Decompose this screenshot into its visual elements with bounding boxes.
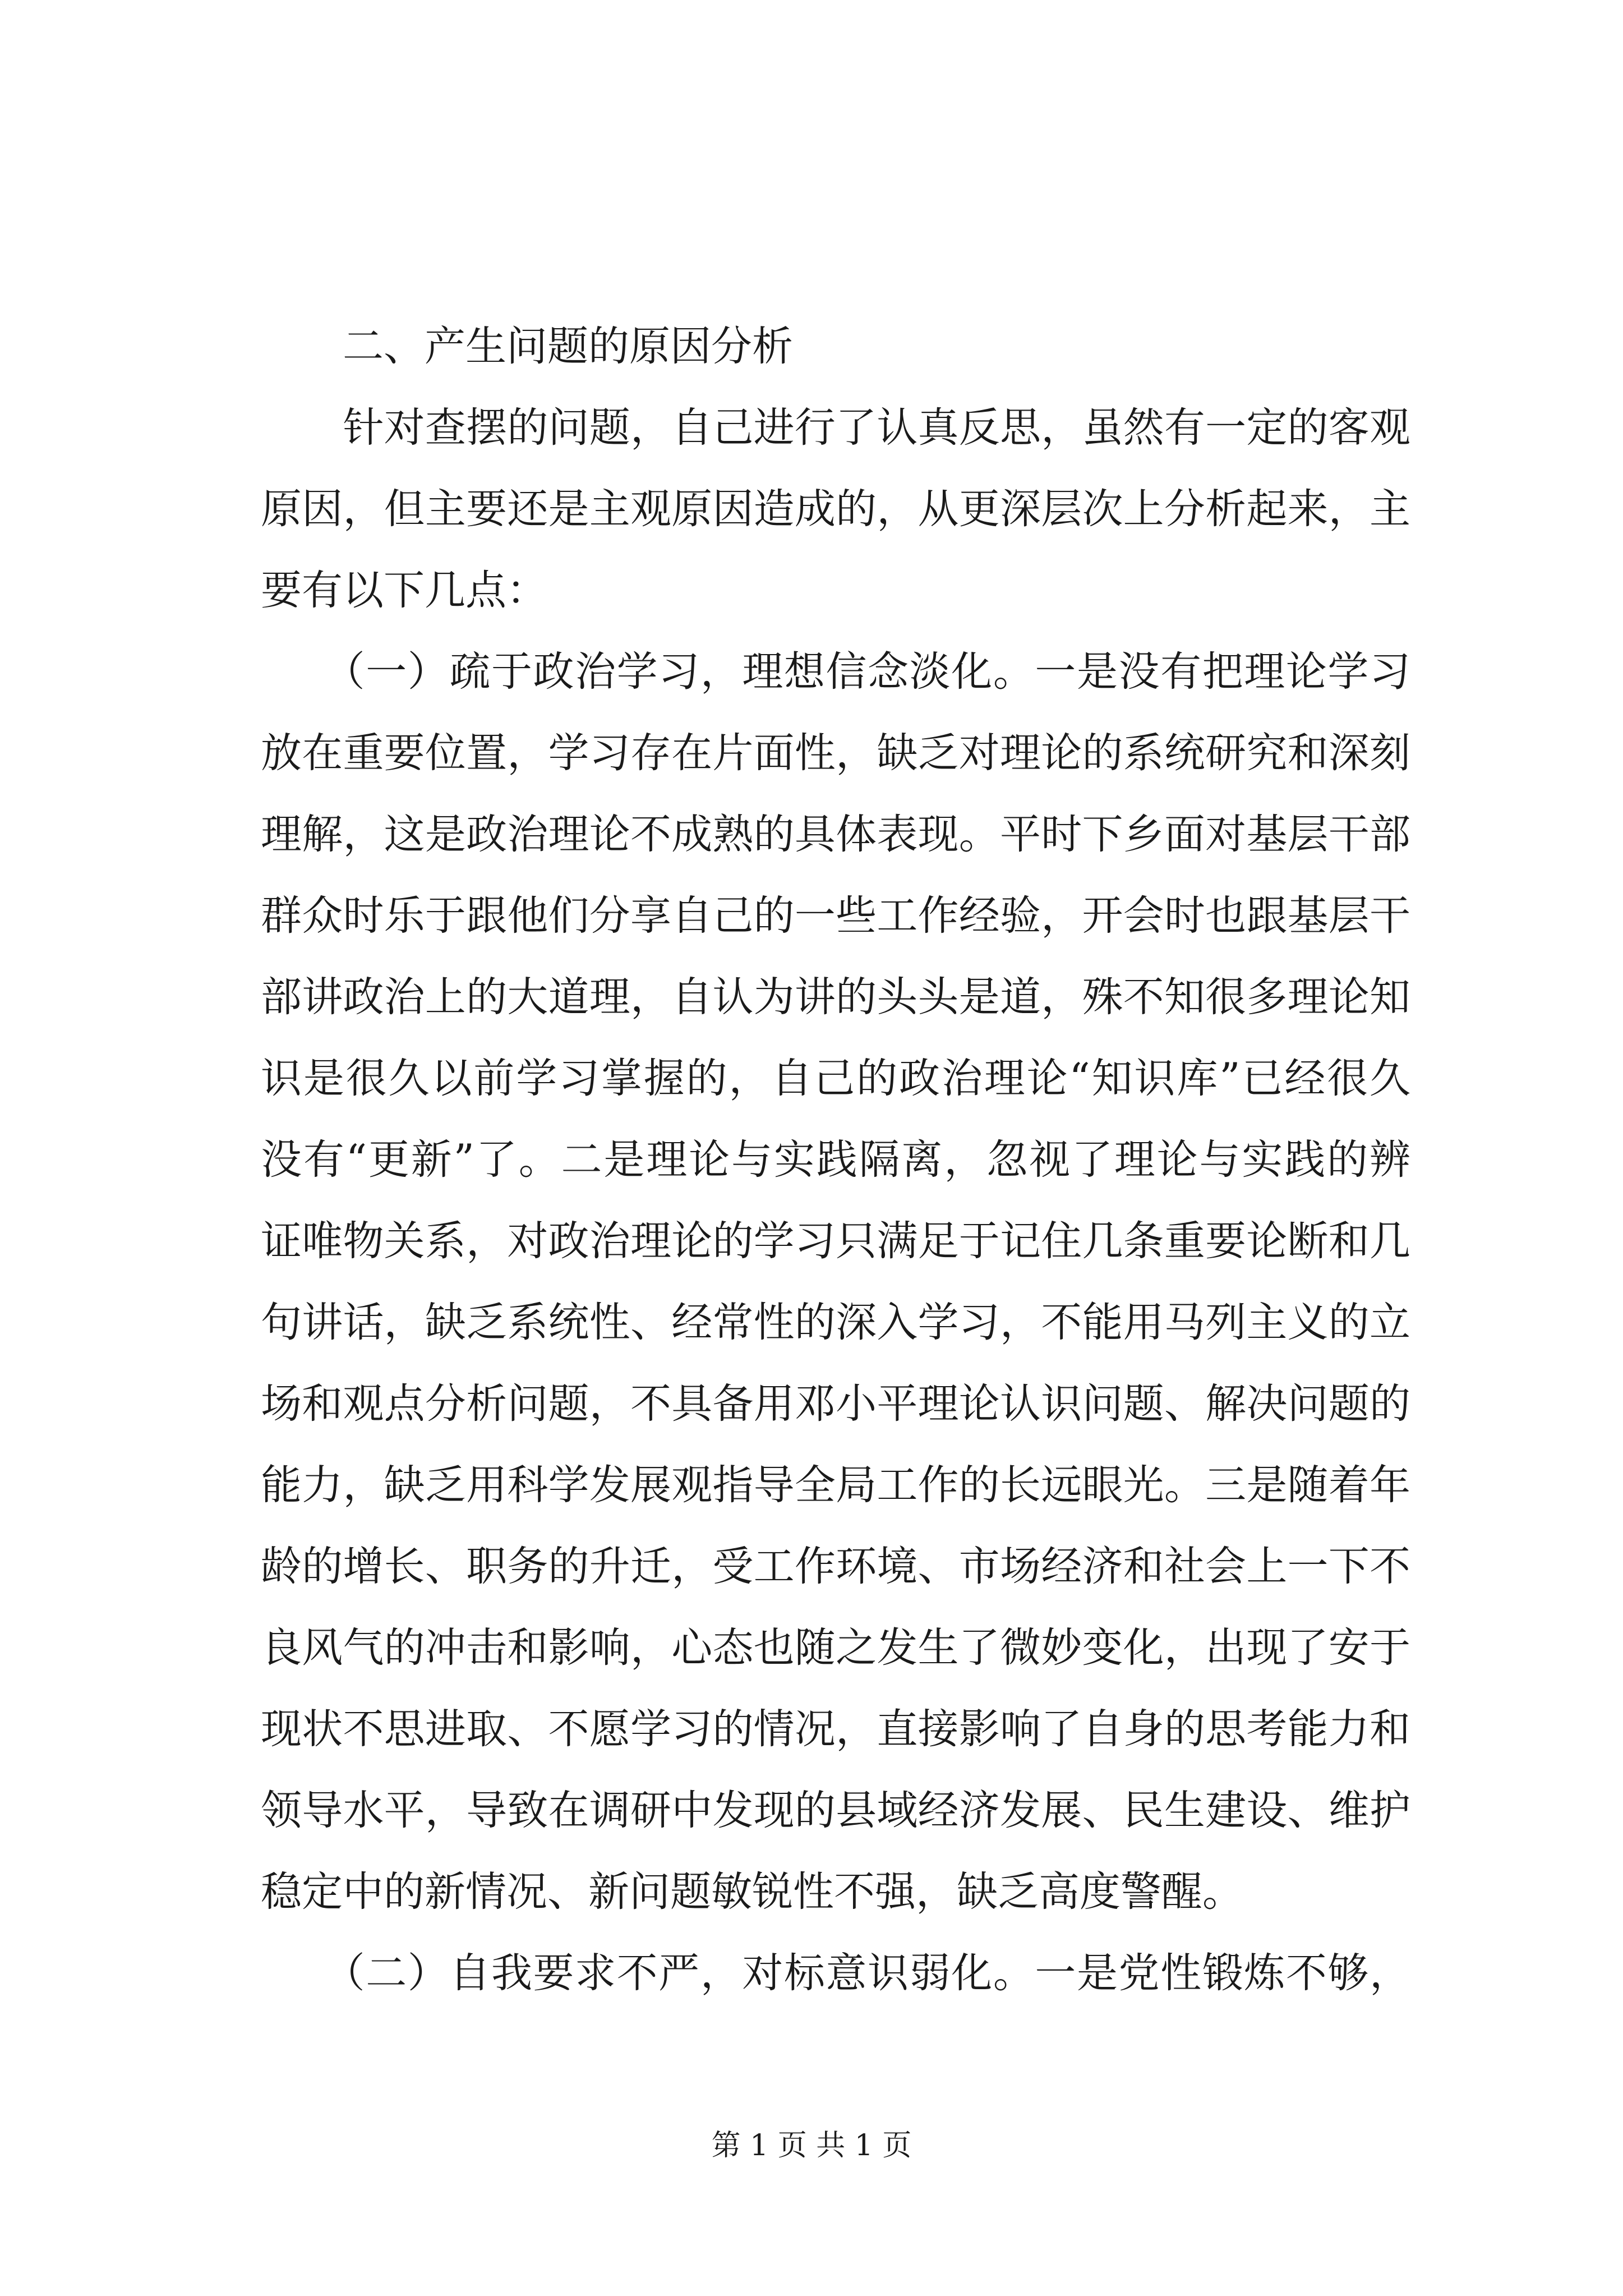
text-line: 原因，但主要还是主观原因造成的，从更深层次上分析起来，主 [261,485,1410,533]
text-line: 群众时乐于跟他们分享自己的一些工作经验，开会时也跟基层干 [261,892,1410,940]
text-line: 场和观点分析问题，不具备用邓小平理论认识问题、解决问题的 [261,1380,1410,1428]
text-line: （一）疏于政治学习，理想信念淡化。一是没有把理论学习 [261,648,1410,696]
text-line: 理解，这是政治理论不成熟的具体表现。平时下乡面对基层干部 [261,811,1410,858]
text-line: 要有以下几点： [261,567,547,614]
text-line: 领导水平，导致在调研中发现的县域经济发展、民生建设、维护 [261,1787,1410,1834]
text-line: 现状不思进取、不愿学习的情况，直接影响了自身的思考能力和 [261,1705,1410,1753]
page-footer: 第 1 页 共 1 页 [711,2129,912,2162]
text-line: 良风气的冲击和影响，心态也随之发生了微妙变化，出现了安于 [261,1624,1410,1672]
document-body [261,306,1410,2014]
text-line: 没有“更新”了。二是理论与实践隔离，忽视了理论与实践的辨 [261,1136,1410,1184]
text-line: 能力，缺乏用科学发展观指导全局工作的长远眼光。三是随着年 [261,1461,1410,1509]
text-line: （二）自我要求不严，对标意识弱化。一是党性锻炼不够， [261,1949,1410,1997]
text-line: 二、产生问题的原因分析 [261,323,793,370]
text-line: 稳定中的新情况、新问题敏锐性不强，缺乏高度警醒。 [261,1868,1243,1916]
text-line: 句讲话，缺乏系统性、经常性的深入学习，不能用马列主义的立 [261,1299,1410,1346]
text-line: 部讲政治上的大道理，自认为讲的头头是道，殊不知很多理论知 [261,973,1410,1021]
text-line: 证唯物关系，对政治理论的学习只满足于记住几条重要论断和几 [261,1217,1410,1265]
text-line: 龄的增长、职务的升迁，受工作环境、市场经济和社会上一下不 [261,1543,1410,1590]
text-line: 放在重要位置，学习存在片面性，缺乏对理论的系统研究和深刻 [261,729,1410,777]
text-line: 针对查摆的问题，自己进行了认真反思，虽然有一定的客观 [261,404,1410,452]
text-line: 识是很久以前学习掌握的，自己的政治理论“知识库”已经很久 [261,1055,1410,1102]
